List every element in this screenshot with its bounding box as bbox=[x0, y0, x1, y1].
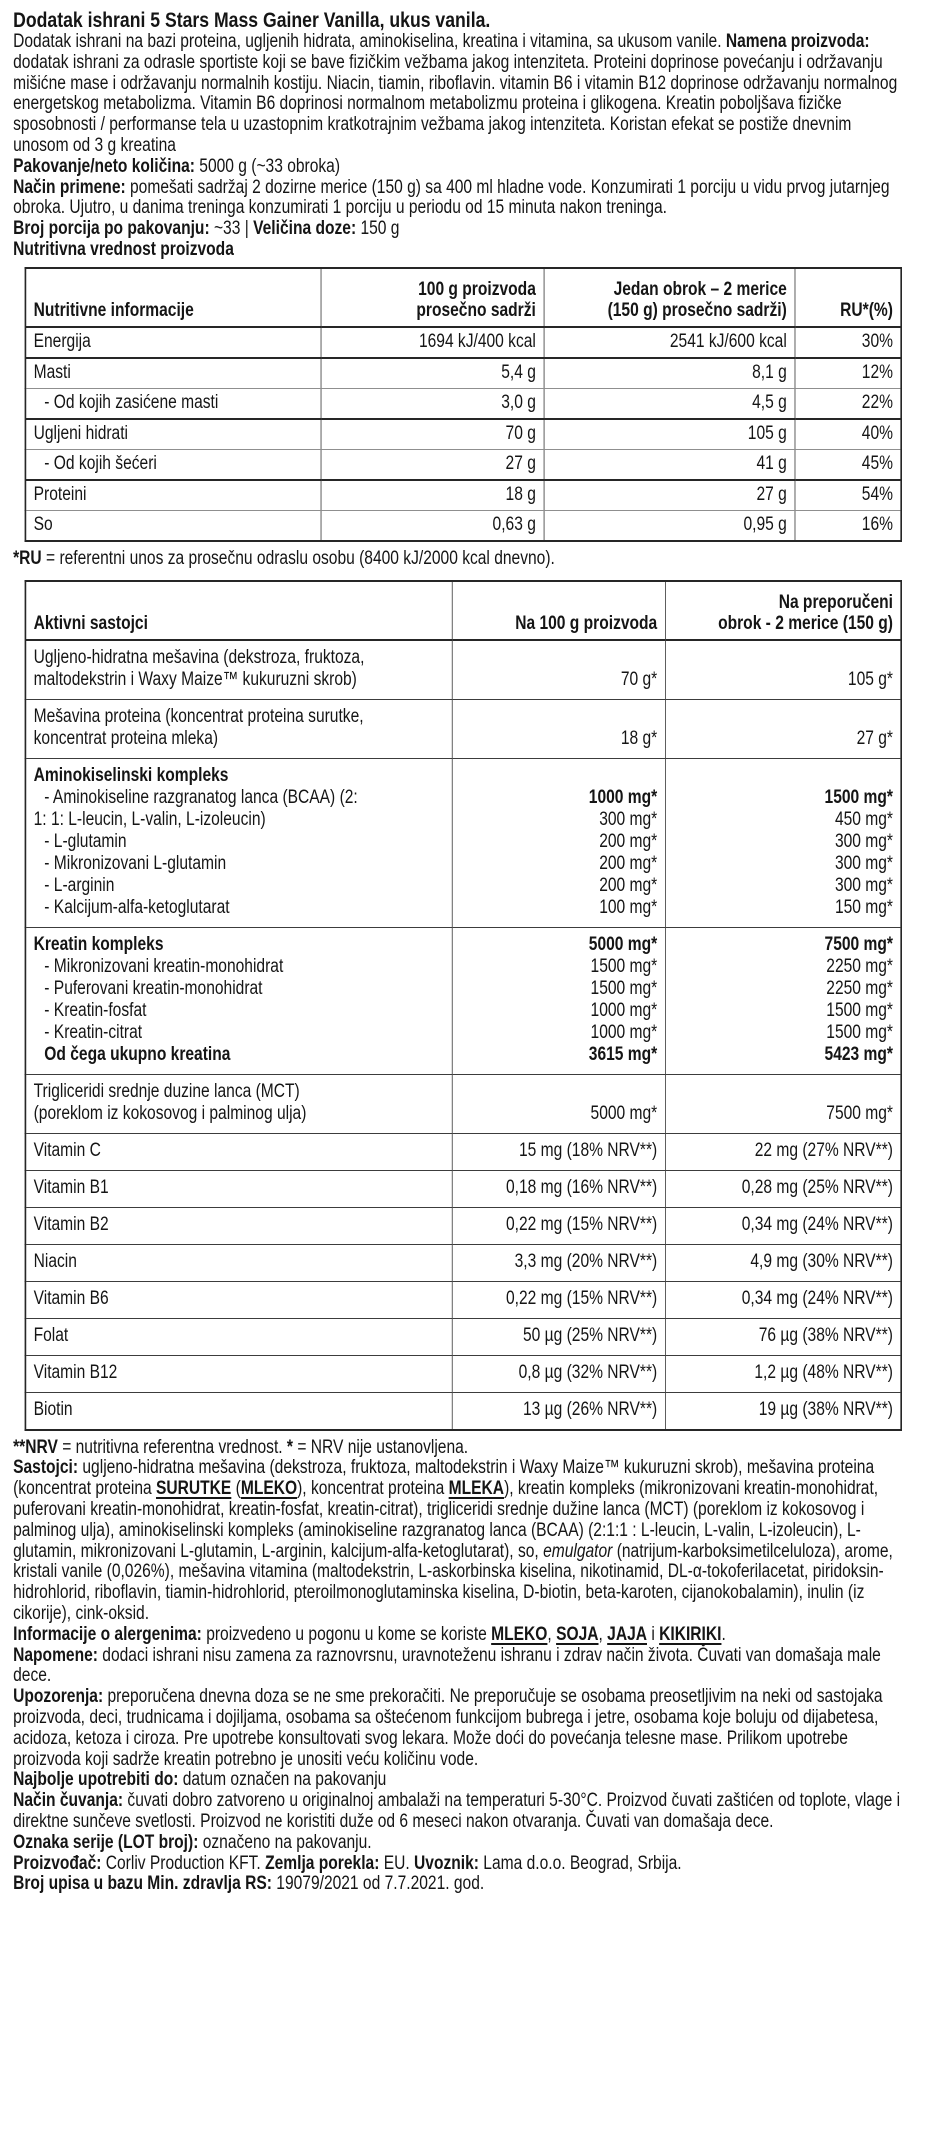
value-100g-cell: 0,63 g bbox=[321, 510, 544, 541]
text-run: = referentni unos za prosečnu odraslu osobu (8400 kJ/2000 kcal dnevno). bbox=[41, 547, 555, 569]
nutrient-name-cell: So bbox=[25, 510, 320, 541]
text-run: označeno na pakovanju. bbox=[202, 1831, 372, 1853]
value-150g-cell: 105 g bbox=[544, 419, 795, 450]
bold-text-run: MLEKA bbox=[448, 1478, 505, 1500]
ingredient-row bbox=[25, 927, 901, 1074]
para-nacin-primene bbox=[13, 178, 906, 220]
ingredient-row bbox=[25, 758, 901, 927]
ru-reference-note bbox=[13, 549, 906, 570]
para-alergeni bbox=[13, 1625, 906, 1646]
table-line: 200 mg* bbox=[599, 852, 658, 874]
bold-text-run: Namena proizvoda: bbox=[725, 31, 870, 52]
table-line: - Kreatin-fosfat bbox=[44, 999, 147, 1021]
table-line: 1500 mg* bbox=[824, 786, 893, 808]
table-line: Vitamin B2 bbox=[33, 1213, 109, 1235]
table-line: 3615 mg* bbox=[588, 1043, 658, 1065]
table-line: 300 mg* bbox=[834, 852, 893, 874]
ingredient-name-cell bbox=[25, 1355, 451, 1392]
table-line: 76 µg (38% NRV**) bbox=[758, 1324, 893, 1346]
header-aktivni-sastojci: Aktivni sastojci bbox=[25, 581, 451, 640]
ingredient-row bbox=[25, 1207, 901, 1244]
table-line: 4,9 mg (30% NRV**) bbox=[750, 1250, 893, 1272]
para-nacin-cuvanja bbox=[13, 1791, 906, 1833]
nrv-reference-note bbox=[13, 1438, 906, 1459]
para-najbolje-upotrebiti bbox=[13, 1770, 906, 1791]
table-line: 15 mg (18% NRV**) bbox=[518, 1139, 658, 1161]
value-150g-cell: 8,1 g bbox=[544, 358, 795, 389]
text-run: pomešati sadržaj 2 dozirne merice (150 g) sa 400 ml hladne vode. Konzumirati 1 porciju u vidu prvog jutarnjeg obroka. Ujutro, u danima treninga konzumirati 1 porciju u periodu od 15 minuta nakon treninga. bbox=[13, 176, 890, 219]
ingredient-row bbox=[25, 1318, 901, 1355]
ru-percent-cell: 30% bbox=[795, 327, 902, 358]
table-line: - L-arginin bbox=[44, 874, 115, 896]
amount-150g-cell bbox=[665, 1207, 901, 1244]
table-line: 7500 mg* bbox=[826, 1102, 893, 1124]
text-run: preporučena dnevna doza se ne sme prekoračiti. Ne preporučuje se osobama preosetljivim na neki od sastojaka proizvoda, deci, trudnicama i dojiljama, osobama sa oštećenom funkcijom bubrega i jetre, osobama koje boluju od dijabetesa, acidoza, ketoza i ciroza. Pre upotrebe konsultovati svog lekara. Može doći do povećanja telesne mase. Prilikom upotrebe proizvoda koji sadrže kreatin potrebno je unositi veću količinu vode. bbox=[13, 1686, 883, 1770]
bold-text-run: Način primene: bbox=[13, 176, 131, 198]
table-line: - Kreatin-citrat bbox=[44, 1021, 143, 1043]
bold-text-run: * bbox=[286, 1436, 294, 1458]
table-line: Kreatin kompleks bbox=[33, 933, 164, 955]
ru-percent-cell: 45% bbox=[795, 449, 902, 480]
value-100g-cell: 18 g bbox=[321, 480, 544, 511]
bold-text-run: Oznaka serije (LOT broj): bbox=[13, 1831, 203, 1853]
text-run: i bbox=[647, 1623, 660, 1645]
bold-text-run: SURUTKE bbox=[156, 1478, 232, 1500]
para-upozorenja bbox=[13, 1687, 906, 1770]
nutrition-row bbox=[25, 510, 901, 541]
table-line bbox=[460, 706, 658, 728]
nutrition-row bbox=[25, 480, 901, 511]
table-line: Biotin bbox=[33, 1398, 73, 1420]
table-line: 150 mg* bbox=[834, 896, 893, 918]
value-150g-cell: 0,95 g bbox=[544, 510, 795, 541]
bold-text-run: Način čuvanja: bbox=[13, 1790, 128, 1812]
text-run: Dodatak ishrani na bazi proteina, ugljenih hidrata, aminokiselina, kreatina i vitamina, sa ukusom vanile. bbox=[13, 31, 726, 52]
text-run: ~33 | bbox=[213, 218, 254, 240]
ru-percent-cell: 12% bbox=[795, 358, 902, 389]
bold-text-run: Zemlja porekla: bbox=[265, 1852, 384, 1874]
bold-text-run: Uvoznik: bbox=[414, 1852, 484, 1874]
table-line: Aminokiselinski kompleks bbox=[33, 764, 229, 786]
active-ingredients-header-row bbox=[25, 581, 901, 640]
table-line bbox=[673, 765, 893, 787]
para-intro bbox=[13, 32, 906, 157]
table-line: 2250 mg* bbox=[826, 977, 893, 999]
amount-100g-cell bbox=[452, 1133, 665, 1170]
table-line: 1500 mg* bbox=[590, 977, 658, 999]
table-line: 450 mg* bbox=[834, 808, 893, 830]
bold-text-run: Sastojci: bbox=[13, 1457, 83, 1479]
table-line: 105 g* bbox=[847, 668, 893, 690]
table-line: - L-glutamin bbox=[44, 830, 127, 852]
ingredient-name-cell bbox=[25, 1244, 451, 1281]
nutrient-name-cell: - Od kojih zasićene masti bbox=[25, 388, 320, 419]
para-napomene bbox=[13, 1646, 906, 1688]
value-100g-cell: 3,0 g bbox=[321, 388, 544, 419]
ingredient-name-cell bbox=[25, 1170, 451, 1207]
text-run: dodaci ishrani nisu zamena za raznovrsnu, uravnoteženu ishranu i zdrav način života. Čuvati van domašaja male dece. bbox=[13, 1644, 881, 1687]
value-100g-cell: 70 g bbox=[321, 419, 544, 450]
para-sastojci bbox=[13, 1458, 906, 1624]
top-paragraphs bbox=[13, 32, 906, 261]
para-broj-upisa bbox=[13, 1874, 906, 1895]
amount-100g-cell bbox=[452, 699, 665, 758]
value-150g-cell: 27 g bbox=[544, 480, 795, 511]
table-line: 1000 mg* bbox=[588, 786, 658, 808]
text-run: . bbox=[721, 1623, 726, 1645]
table-line bbox=[673, 647, 893, 669]
para-pakovanje bbox=[13, 157, 906, 178]
text-run: datum označen na pakovanju bbox=[182, 1769, 387, 1791]
table-line: 5000 mg* bbox=[588, 933, 658, 955]
amount-100g-cell bbox=[452, 1207, 665, 1244]
ingredient-name-cell bbox=[25, 640, 451, 700]
text-run: , bbox=[598, 1623, 608, 1645]
table-line: Od čega ukupno kreatina bbox=[44, 1043, 231, 1065]
amount-150g-cell bbox=[665, 640, 901, 700]
para-oznaka-serije bbox=[13, 1833, 906, 1854]
table-line bbox=[460, 647, 658, 669]
bold-text-run: MLEKO bbox=[240, 1478, 298, 1500]
amount-100g-cell bbox=[452, 1170, 665, 1207]
text-run: 19079/2021 od 7.7.2021. god. bbox=[276, 1873, 485, 1895]
table-line: 0,28 mg (25% NRV**) bbox=[741, 1176, 893, 1198]
ingredient-row bbox=[25, 1133, 901, 1170]
header-nutritivne-informacije: Nutritivne informacije bbox=[25, 268, 320, 327]
bold-text-run: Napomene: bbox=[13, 1644, 103, 1666]
amount-150g-cell bbox=[665, 1133, 901, 1170]
table-line: 27 g* bbox=[856, 727, 893, 749]
ru-percent-cell: 22% bbox=[795, 388, 902, 419]
header-obrok bbox=[544, 268, 795, 327]
table-line: - Mikronizovani L-glutamin bbox=[44, 852, 227, 874]
table-line: (poreklom iz kokosovog i palminog ulja) bbox=[33, 1102, 307, 1124]
nutrient-name-cell: Proteini bbox=[25, 480, 320, 511]
amount-100g-cell bbox=[452, 1074, 665, 1133]
table-line: - Mikronizovani kreatin-monohidrat bbox=[44, 955, 284, 977]
table-line: - Kalcijum-alfa-ketoglutarat bbox=[44, 896, 230, 918]
ingredient-row bbox=[25, 1170, 901, 1207]
amount-100g-cell bbox=[452, 1244, 665, 1281]
nutrition-row bbox=[25, 388, 901, 419]
table-line: - Aminokiseline razgranatog lanca (BCAA) (2: bbox=[44, 786, 358, 808]
bold-text-run: JAJA bbox=[607, 1623, 648, 1645]
table-line: 0,34 mg (24% NRV**) bbox=[741, 1287, 893, 1309]
table-line: Vitamin B6 bbox=[33, 1287, 109, 1309]
table-line: Vitamin B12 bbox=[33, 1361, 118, 1383]
text-run: 5000 g (~33 obroka) bbox=[199, 155, 341, 177]
table-line: 7500 mg* bbox=[824, 933, 893, 955]
amount-100g-cell bbox=[452, 1318, 665, 1355]
table-line: 50 µg (25% NRV**) bbox=[522, 1324, 658, 1346]
table-line: 5000 mg* bbox=[590, 1102, 658, 1124]
nutrition-row bbox=[25, 358, 901, 389]
table-line: - Puferovani kreatin-monohidrat bbox=[44, 977, 263, 999]
text-run: Lama d.o.o. Beograd, Srbija. bbox=[483, 1852, 682, 1874]
text-run: Corliv Production KFT. bbox=[105, 1852, 266, 1874]
header-preporuceni-obrok-line1: Na preporučeni bbox=[778, 591, 893, 613]
table-line: koncentrat proteina mleka) bbox=[33, 727, 219, 749]
table-line: Vitamin C bbox=[33, 1139, 101, 1161]
ingredient-row bbox=[25, 1281, 901, 1318]
amount-100g-cell bbox=[452, 640, 665, 700]
amount-150g-cell bbox=[665, 1244, 901, 1281]
table-line: 5423 mg* bbox=[824, 1043, 893, 1065]
bold-text-run: Pakovanje/neto količina: bbox=[13, 155, 200, 177]
bold-text-run: Informacije o alergenima: bbox=[13, 1623, 207, 1645]
text-run: ), koncentrat proteina bbox=[297, 1478, 449, 1500]
table-line: 2250 mg* bbox=[826, 955, 893, 977]
table-line: Folat bbox=[33, 1324, 69, 1346]
value-150g-cell: 41 g bbox=[544, 449, 795, 480]
table-line: Vitamin B1 bbox=[33, 1176, 109, 1198]
table-line: 1500 mg* bbox=[826, 999, 893, 1021]
table-line bbox=[460, 1081, 658, 1103]
nutrient-name-cell: Ugljeni hidrati bbox=[25, 419, 320, 450]
header-obrok-line1: Jedan obrok – 2 merice bbox=[613, 278, 787, 300]
ingredient-row bbox=[25, 1244, 901, 1281]
amount-150g-cell bbox=[665, 1392, 901, 1430]
table-line: 0,8 µg (32% NRV**) bbox=[518, 1361, 658, 1383]
table-line: 1500 mg* bbox=[826, 1021, 893, 1043]
ingredient-row bbox=[25, 1355, 901, 1392]
para-proizvodjac bbox=[13, 1854, 906, 1875]
ru-percent-cell: 16% bbox=[795, 510, 902, 541]
text-run: emulgator bbox=[543, 1540, 613, 1562]
text-run: proizvedeno u pogonu u kome se koriste bbox=[206, 1623, 492, 1645]
ingredient-name-cell bbox=[25, 1281, 451, 1318]
table-line: 18 g* bbox=[620, 727, 658, 749]
header-100g-line2: prosečno sadrži bbox=[416, 299, 536, 321]
table-line: 22 mg (27% NRV**) bbox=[754, 1139, 893, 1161]
table-line: Mešavina proteina (koncentrat proteina surutke, bbox=[33, 705, 364, 727]
header-na-100g-line1: Na 100 g proizvoda bbox=[515, 612, 658, 634]
amount-150g-cell bbox=[665, 1074, 901, 1133]
table-line: 3,3 mg (20% NRV**) bbox=[514, 1250, 658, 1272]
table-line: 19 µg (38% NRV**) bbox=[758, 1398, 893, 1420]
text-run: (natrijum-karboksimetilceluloza), arome, kristali vanile (0,026%), mešavina vitamina (maltodekstrin, L-askorbinska kiselina, nikotinamid, DL-α-tokoferilacetat, piridoksin-hidrohlorid, riboflavin, tiamin-hidrohlorid, pteroilmonoglutaminska kiselina, D-biotin, beta-karoten, cijanokobalamin), inulin (iz cikorije), cink-oksid. bbox=[13, 1540, 893, 1624]
para-broj-porcija bbox=[13, 219, 906, 240]
ingredient-row bbox=[25, 1392, 901, 1430]
table-line: 300 mg* bbox=[599, 808, 658, 830]
table-line bbox=[460, 765, 658, 787]
bold-text-run: Proizvođač: bbox=[13, 1852, 106, 1874]
value-100g-cell: 1694 kJ/400 kcal bbox=[321, 327, 544, 358]
amount-100g-cell bbox=[452, 927, 665, 1074]
ingredient-row bbox=[25, 640, 901, 700]
bold-text-run: Broj porcija po pakovanju: bbox=[13, 218, 214, 240]
header-ru-percent: RU*(%) bbox=[795, 268, 902, 327]
ingredient-name-cell bbox=[25, 1392, 451, 1430]
bold-text-run: **NRV bbox=[13, 1436, 58, 1458]
product-title: Dodatak ishrani 5 Stars Mass Gainer Vanilla, ukus vanila. bbox=[13, 8, 491, 32]
text-run: čuvati dobro zatvoreno u originalnoj ambalaži na temperaturi 5-30°C. Proizvod čuvati zaštićen od toplote, vlage i direktne sunčeve svetlosti. Proizvod ne koristiti duže od 6 meseci nakon otvaranja. Čuvati van domašaja dece. bbox=[13, 1790, 901, 1832]
bold-text-run: Najbolje upotrebiti do: bbox=[13, 1769, 183, 1791]
amount-100g-cell bbox=[452, 1392, 665, 1430]
nutrition-facts-table bbox=[25, 267, 902, 542]
ingredient-name-cell bbox=[25, 1207, 451, 1244]
ingredient-name-cell bbox=[25, 1074, 451, 1133]
header-obrok-line2: (150 g) prosečno sadrži) bbox=[607, 299, 787, 321]
text-run: EU. bbox=[383, 1852, 415, 1874]
bold-text-run: Veličina doze: bbox=[253, 218, 361, 240]
active-ingredients-table bbox=[25, 580, 902, 1431]
table-line: 1000 mg* bbox=[590, 999, 658, 1021]
amount-150g-cell bbox=[665, 1281, 901, 1318]
ingredient-name-cell bbox=[25, 1133, 451, 1170]
table-line: maltodekstrin i Waxy Maize™ kukuruzni skrob) bbox=[33, 668, 357, 690]
table-line: 70 g* bbox=[620, 668, 658, 690]
amount-150g-cell bbox=[665, 699, 901, 758]
value-100g-cell: 5,4 g bbox=[321, 358, 544, 389]
bold-text-run: *RU bbox=[13, 547, 42, 569]
table-line bbox=[673, 1081, 893, 1103]
table-line: 200 mg* bbox=[599, 830, 658, 852]
value-100g-cell: 27 g bbox=[321, 449, 544, 480]
value-150g-cell: 2541 kJ/600 kcal bbox=[544, 327, 795, 358]
amount-100g-cell bbox=[452, 1281, 665, 1318]
ru-percent-cell: 40% bbox=[795, 419, 902, 450]
header-preporuceni-obrok bbox=[665, 581, 901, 640]
header-100g bbox=[321, 268, 544, 327]
text-run: 150 g bbox=[360, 218, 400, 240]
table-line: 0,22 mg (15% NRV**) bbox=[505, 1287, 658, 1309]
table-line: 1000 mg* bbox=[590, 1021, 658, 1043]
amount-150g-cell bbox=[665, 927, 901, 1074]
table-line: 300 mg* bbox=[834, 874, 893, 896]
table-line: 0,34 mg (24% NRV**) bbox=[741, 1213, 893, 1235]
text-run: dodatak ishrani za odrasle sportiste koji se bave fizičkim vežbama jakog intenziteta. Proteini doprinose povećanju i održavanju mišićne mase i održavanju normalnih kostiju. Niacin, tiamin, riboflavin. vitamin B6 i vitamin B12 doprinose održavanju normalnog energetskog metabolizma. Vitamin B6 doprinosi normalnom metabolizmu proteina i glikogena. Kreatin poboljšava fizičke sposobnosti / performanse tela u uzastopnim kratkotrajnim vežbama jakog intenziteta. Koristan efekat se postiže dnevnim unosom od 3 g kreatina bbox=[13, 51, 898, 156]
header-na-100g bbox=[452, 581, 665, 640]
ingredient-name-cell bbox=[25, 758, 451, 927]
amount-150g-cell bbox=[665, 1318, 901, 1355]
ingredient-name-cell bbox=[25, 927, 451, 1074]
para-nutritivna-heading bbox=[13, 240, 906, 261]
ingredient-name-cell bbox=[25, 1318, 451, 1355]
text-run: = nutritivna referentna vrednost. bbox=[57, 1436, 287, 1458]
bottom-paragraphs bbox=[13, 1458, 906, 1895]
ingredient-row bbox=[25, 699, 901, 758]
nutrition-row bbox=[25, 419, 901, 450]
nutrient-name-cell: - Od kojih šećeri bbox=[25, 449, 320, 480]
bold-text-run: Broj upisa u bazu Min. zdravlja RS: bbox=[13, 1873, 277, 1895]
table-line: 300 mg* bbox=[834, 830, 893, 852]
nutrition-row bbox=[25, 327, 901, 358]
value-150g-cell: 4,5 g bbox=[544, 388, 795, 419]
table-line: 13 µg (26% NRV**) bbox=[522, 1398, 658, 1420]
table-line: Ugljeno-hidratna mešavina (dekstroza, fruktoza, bbox=[33, 646, 365, 668]
table-line: 0,18 mg (16% NRV**) bbox=[505, 1176, 658, 1198]
table-line: 1,2 µg (48% NRV**) bbox=[754, 1361, 893, 1383]
bold-text-run: KIKIRIKI bbox=[659, 1623, 722, 1645]
text-run: ( bbox=[231, 1478, 241, 1500]
amount-100g-cell bbox=[452, 758, 665, 927]
bold-text-run: Nutritivna vrednost proizvoda bbox=[13, 238, 234, 260]
table-line: 0,22 mg (15% NRV**) bbox=[505, 1213, 658, 1235]
table-line: Niacin bbox=[33, 1250, 77, 1272]
nutrient-name-cell: Masti bbox=[25, 358, 320, 389]
header-preporuceni-obrok-line2: obrok - 2 merice (150 g) bbox=[718, 612, 893, 634]
text-run: = NRV nije ustanovljena. bbox=[293, 1436, 469, 1458]
bold-text-run: SOJA bbox=[556, 1623, 599, 1645]
ru-percent-cell: 54% bbox=[795, 480, 902, 511]
header-100g-line1: 100 g proizvoda bbox=[418, 278, 536, 300]
nutrient-name-cell: Energija bbox=[25, 327, 320, 358]
text-run: , bbox=[547, 1623, 557, 1645]
table-line: 200 mg* bbox=[599, 874, 658, 896]
amount-150g-cell bbox=[665, 1170, 901, 1207]
table-line: 1: 1: L-leucin, L-valin, L-izoleucin) bbox=[33, 808, 266, 830]
amount-100g-cell bbox=[452, 1355, 665, 1392]
text-run: ), kreatin kompleks (mikronizovani kreatin-monohidrat, puferovani kreatin-monohidrat, kreatin-fosfat, kreatin-citrat), trigliceridi srednje dužine lanca (MCT) (poreklom iz kokosovog i palminog ulja), aminokiselinski kompleks (aminokiseline razgranatog lanca (BCAA) (2:1:1 : L-leucin, L-valin, L-izoleucin), L-glutamin, mikronizovani L-glutamin, L-arginin, kalcijum-alfa-ketoglutarat), so, bbox=[13, 1478, 879, 1562]
amount-150g-cell bbox=[665, 1355, 901, 1392]
nutrition-row bbox=[25, 449, 901, 480]
bold-text-run: MLEKO bbox=[491, 1623, 548, 1645]
amount-150g-cell bbox=[665, 758, 901, 927]
ingredient-name-cell bbox=[25, 699, 451, 758]
nutrition-facts-header-row bbox=[25, 268, 901, 327]
table-line bbox=[673, 706, 893, 728]
table-line: 1500 mg* bbox=[590, 955, 658, 977]
table-line: 100 mg* bbox=[599, 896, 658, 918]
ingredient-row bbox=[25, 1074, 901, 1133]
bold-text-run: Upozorenja: bbox=[13, 1686, 108, 1708]
text-run: ugljeno-hidratna mešavina (dekstroza, fruktoza, maltodekstrin i Waxy Maize™ kukuruzni skrob), mešavina proteina (koncentrat proteina bbox=[13, 1457, 875, 1500]
table-line: Trigliceridi srednje duzine lanca (MCT) bbox=[33, 1080, 300, 1102]
